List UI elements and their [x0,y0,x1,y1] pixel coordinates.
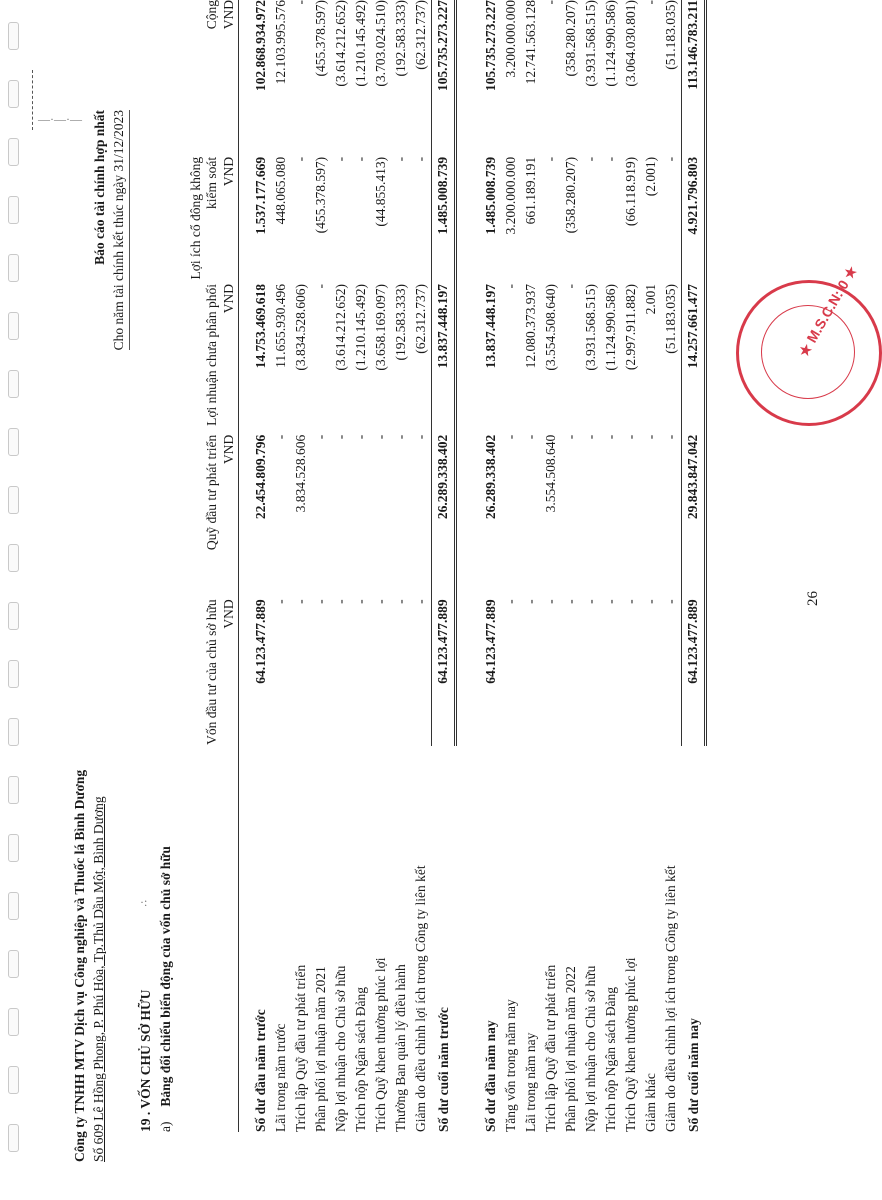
row-label: Số dư cuối năm trước [435,1007,451,1132]
spacer-cell [239,0,252,1132]
row-value: - [663,434,678,440]
row-label: Giảm do điều chỉnh lợi ích trong Công ty liên kết [413,865,429,1132]
company-seal-text: ★ M.S.C.N: 0 ★ [795,263,861,360]
table-row [641,0,661,1132]
row-value: - [313,283,328,289]
row-value: - [413,599,428,604]
table-row [371,0,391,1132]
scan-mark: ·: [140,895,148,909]
table-row [351,0,371,1132]
row-value: - [623,434,638,440]
row-value: (3.703.024.510) [373,0,388,87]
row-value: (3.931.568.515) [583,0,598,87]
row-value: - [643,0,658,5]
row-value: 3.200.000.000 [503,0,518,78]
row-value: (51.183.035) [663,0,678,70]
unit-label: VND [220,157,239,284]
table-row [311,0,331,1132]
row-value: (2.001) [643,156,658,197]
row-value: 14.257.661.477 [682,284,706,435]
unit-label: VND [220,284,239,435]
report-period: Cho năm tài chính kết thúc ngày 31/12/2023 [109,110,130,350]
table-row [601,0,621,1132]
scan-dash [32,70,33,130]
row-value: (192.583.333) [393,283,408,361]
row-value: (3.834.528.606) [293,283,308,371]
section-heading [138,989,154,1132]
row-label: Tăng vốn trong năm nay [503,999,518,1132]
row-value: 12.103.995.576 [273,0,288,85]
unit-label: VND [220,0,239,157]
table-row [501,0,521,1132]
table-row [432,0,456,1132]
row-value: 4.921.796.803 [682,157,706,284]
row-label: Số dư đầu năm trước [253,1009,268,1132]
spacer-row [456,0,470,1132]
units-blank [220,746,239,1132]
table-row [391,0,411,1132]
table-row [661,0,682,1132]
row-value: 11.655.930.496 [273,283,288,368]
row-value: 113.146.783.211 [682,0,706,157]
row-value: (192.583.333) [393,0,408,77]
row-value: - [603,156,618,162]
row-value: 14.753.469.618 [253,283,268,369]
row-value: 3.554.508.640 [543,434,558,513]
row-value: - [503,599,518,604]
row-value: 29.843.847.042 [682,435,706,600]
subsection-letter: a) [158,1121,173,1132]
row-value: (44.855.413) [373,156,388,227]
row-label: Nộp lợi nhuận cho Chủ sở hữu [583,965,598,1132]
row-label: Nộp lợi nhuận cho Chủ sở hữu [333,965,348,1132]
row-value: - [583,599,598,604]
report-title: Báo cáo tài chính hợp nhất [92,110,107,265]
column-header: Quỹ đầu tư phát triển [204,434,219,551]
row-value: (51.183.035) [663,283,678,354]
row-value: 661.189.191 [523,156,538,225]
row-value: - [523,434,538,440]
header-blank [188,746,220,1132]
row-value: (3.614.212.652) [333,0,348,87]
row-value: 26.289.338.402 [483,434,498,520]
row-value: - [663,156,678,162]
row-label: Trích Quỹ khen thưởng phúc lợi [623,957,638,1132]
table-row [291,0,311,1132]
table-header-row [188,0,220,1132]
scan-mark: —·—·— [38,112,82,126]
table-row [621,0,641,1132]
equity-reconciliation-table [188,0,707,1132]
row-label: Lãi trong năm trước [273,1023,288,1132]
table-row [521,0,541,1132]
column-header: Vốn đầu tư của chủ sở hữu [204,599,219,745]
row-value: - [563,434,578,440]
report-header [90,110,130,350]
row-value: (358.280.207) [563,156,578,234]
table-row [561,0,581,1132]
row-value: 105.735.273.227 [483,0,498,92]
table-row [581,0,601,1132]
row-label: Trích nộp Ngân sách Đảng [603,987,618,1132]
company-seal [736,263,882,426]
row-value: - [583,434,598,440]
row-value: (455.378.597) [313,0,328,77]
row-value: 64.123.477.889 [682,599,706,746]
row-value: 105.735.273.227 [432,0,456,157]
row-value: (3.064.030.801) [623,0,638,87]
row-value: - [623,599,638,604]
row-value: 448.065.080 [273,156,288,225]
row-value: (455.378.597) [313,156,328,234]
row-value: - [273,599,288,604]
table-row [481,0,501,1132]
row-value: 22.454.809.796 [253,434,268,520]
row-value: (1.124.990.586) [603,283,618,371]
row-label: Trích lập Quỹ đầu tư phát triển [293,964,308,1132]
row-value: - [313,434,328,440]
row-value: - [393,599,408,604]
row-value: - [373,599,388,604]
row-value: - [293,156,308,162]
row-label: Phân phối lợi nhuận năm 2022 [563,966,578,1132]
row-value: 26.289.338.402 [432,435,456,600]
row-label: Giảm do điều chỉnh lợi ích trong Công ty liên kết [663,865,679,1132]
row-value: - [293,0,308,5]
section-number: 19 [138,1118,153,1132]
row-label: Trích Quỹ khen thưởng phúc lợi [373,957,388,1132]
row-value: 13.837.448.197 [483,283,498,369]
row-value: - [603,434,618,440]
row-value: 102.868.934.972 [253,0,268,92]
row-value: - [413,156,428,162]
spacer-row [239,0,252,1132]
row-value: (1.210.145.492) [353,0,368,87]
table-row [411,0,432,1132]
row-value: - [353,434,368,440]
subsection-title: Bảng đối chiếu biến động của vốn chủ sở hữu [158,846,173,1107]
row-value: 12.741.563.128 [523,0,538,85]
table-row [331,0,351,1132]
row-value: 1.485.008.739 [483,156,498,235]
row-value: - [333,156,348,162]
row-label: Số dư cuối năm nay [685,1018,701,1132]
row-value: 3.834.528.606 [293,434,308,513]
row-value: - [563,599,578,604]
row-label: Trích lập Quỹ đầu tư phát triển [543,964,558,1132]
company-name: Công ty TNHH MTV Dịch vụ Công nghiệp và Thuốc lá Bình Dương [72,769,87,1162]
section-title: . VỐN CHỦ SỞ HỮU [138,989,153,1116]
row-label: Trích nộp Ngân sách Đảng [353,987,368,1132]
row-value: 13.837.448.197 [432,284,456,435]
spacer-row [469,0,481,1132]
row-label: Thưởng Ban quản lý điều hành [393,964,408,1132]
column-header: Lợi ích cổ đông không kiểm soát [188,156,219,280]
row-value: - [543,599,558,604]
row-value: - [543,0,558,5]
column-header: Cộng [204,0,219,30]
page-number: 26 [805,591,821,606]
row-value: - [333,599,348,604]
row-value: - [353,599,368,604]
row-value: 12.080.373.937 [523,283,538,369]
row-value: - [333,434,348,440]
row-value: - [583,156,598,162]
row-value: (3.658.169.097) [373,283,388,371]
row-label: Số dư đầu năm nay [483,1020,498,1132]
spacer-cell [469,0,481,1132]
table-row [682,0,706,1132]
row-value: (3.554.508.640) [543,283,558,371]
row-value: (1.210.145.492) [353,283,368,371]
company-header [70,770,108,1162]
units-row [220,0,239,1132]
spacer-cell [456,0,470,1132]
row-value: 64.123.477.889 [483,599,498,684]
row-value: - [503,434,518,440]
row-value: - [293,599,308,604]
row-value: - [643,599,658,604]
row-value: 2.001 [643,283,658,315]
row-value: 64.123.477.889 [253,599,268,684]
row-value: - [603,599,618,604]
row-value: (62.312.737) [413,283,428,354]
table-row [541,0,561,1132]
unit-label: VND [220,599,239,746]
subsection-heading [158,846,174,1132]
row-label: Phân phối lợi nhuận năm 2021 [313,966,328,1132]
row-label: Giảm khác [643,1073,658,1132]
row-value: 64.123.477.889 [432,599,456,746]
company-address: Số 609 Lê Hồng Phong, P. Phú Hòa, Tp.Thủ Dầu Một, Bình Dương [91,796,106,1162]
row-value: - [563,283,578,289]
row-value: 1.485.008.739 [432,157,456,284]
row-value: (2.997.911.882) [623,283,638,371]
row-value: - [643,434,658,440]
row-value: 3.200.000.000 [503,156,518,235]
table-row [271,0,291,1132]
row-value: - [393,156,408,162]
table-row [251,0,271,1132]
column-header: Lợi nhuận chưa phân phối [204,283,219,426]
row-value: (66.118.919) [623,156,638,227]
row-value: - [543,156,558,162]
row-value: - [393,434,408,440]
row-value: - [273,434,288,440]
row-value: (1.124.990.586) [603,0,618,87]
row-value: - [373,434,388,440]
row-value: (3.931.568.515) [583,283,598,371]
row-value: 1.537.177.669 [253,156,268,235]
row-value: (3.614.212.652) [333,283,348,371]
row-value: - [313,599,328,604]
row-value: (358.280.207) [563,0,578,77]
row-value: (62.312.737) [413,0,428,70]
row-value: - [503,283,518,289]
row-label: Lãi trong năm nay [523,1032,538,1132]
row-value: - [523,599,538,604]
row-value: - [353,156,368,162]
row-value: - [663,599,678,604]
unit-label: VND [220,435,239,600]
row-value: - [413,434,428,440]
